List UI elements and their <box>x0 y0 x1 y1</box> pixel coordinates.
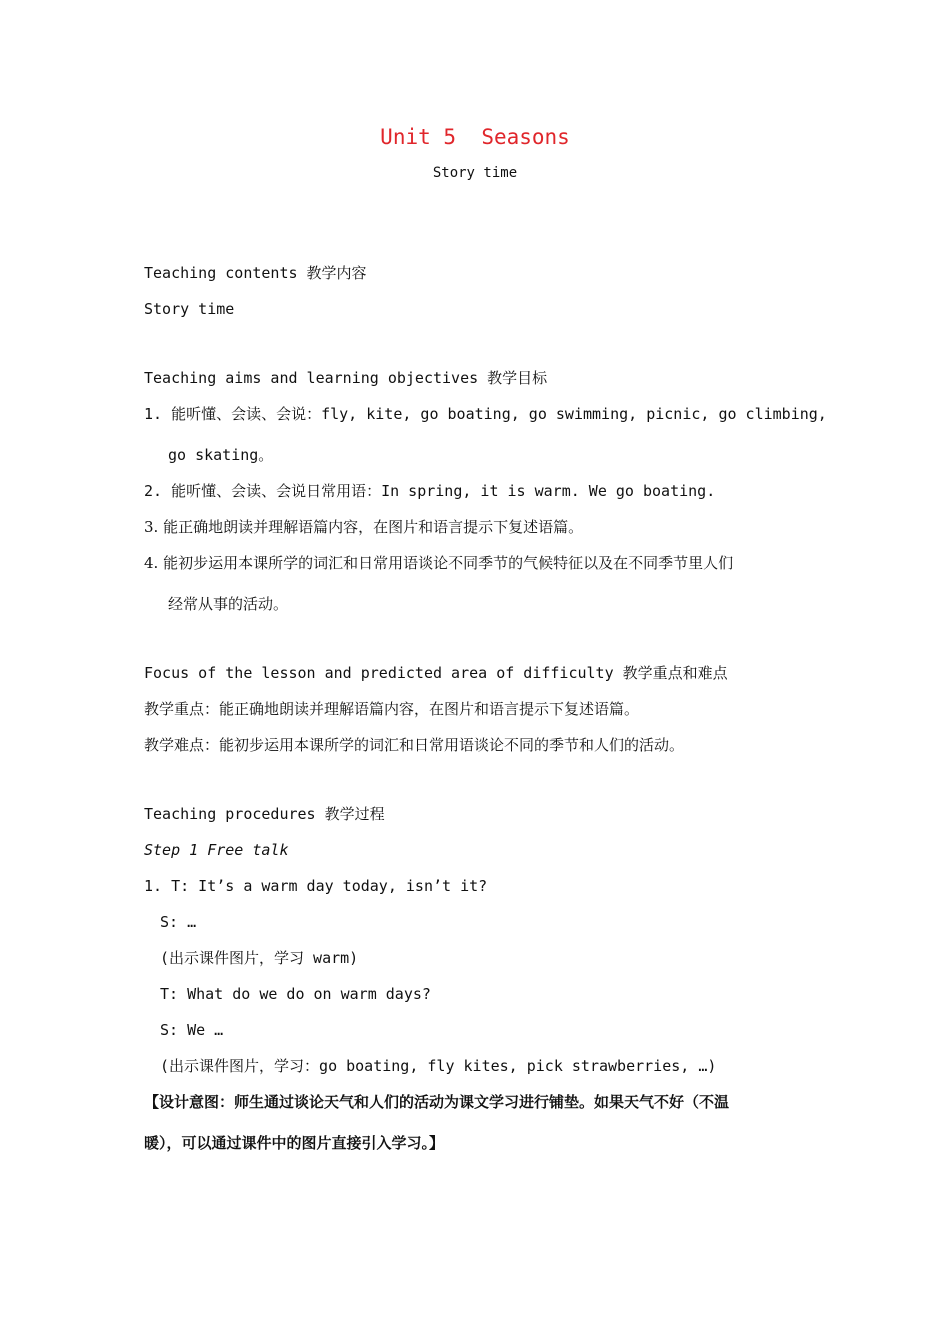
design-note-line-1: 【设计意图：师生通过谈论天气和人们的活动为课文学习进行铺垫。如果天气不好（不温 <box>144 1093 730 1111</box>
focus-difficulty: 教学难点：能初步运用本课所学的词汇和日常用语谈论不同的季节和人们的活动。 <box>144 736 685 754</box>
procedures-heading: Teaching procedures 教学过程 <box>144 805 385 823</box>
step-1-heading: Step 1 Free talk <box>144 841 289 859</box>
aims-item-4-line-1: 4. 能初步运用本课所学的词汇和日常用语谈论不同季节的气候特征以及在不同季节里人们 <box>144 554 734 572</box>
aims-item-2: 2. 能听懂、会读、会说日常用语：In spring, it is warm. We go boating. <box>144 482 716 500</box>
dialogue-line-5: S: We … <box>160 1021 224 1039</box>
dialogue-line-6: (出示课件图片，学习：go boating, fly kites, pick strawberries, …) <box>160 1057 717 1075</box>
design-note-line-2: 暖），可以通过课件中的图片直接引入学习。】 <box>144 1134 445 1152</box>
dialogue-line-4: T: What do we do on warm days? <box>160 985 431 1003</box>
page-title: Unit 5 Seasons <box>380 125 570 149</box>
aims-item-3: 3. 能正确地朗读并理解语篇内容，在图片和语言提示下复述语篇。 <box>144 518 584 536</box>
contents-heading: Teaching contents 教学内容 <box>144 264 367 282</box>
focus-heading: Focus of the lesson and predicted area of difficulty 教学重点和难点 <box>144 664 728 682</box>
contents-value: Story time <box>144 300 235 318</box>
aims-heading: Teaching aims and learning objectives 教学目标 <box>144 369 548 387</box>
aims-item-1-line-1: 1. 能听懂、会读、会说：fly, kite, go boating, go swimming, picnic, go climbing, <box>144 405 827 423</box>
aims-item-1-line-2: go skating。 <box>168 446 274 464</box>
dialogue-line-1: 1. T: It’s a warm day today, isn’t it? <box>144 877 488 895</box>
aims-item-4-line-2: 经常从事的活动。 <box>168 595 289 613</box>
dialogue-line-3: (出示课件图片，学习 warm) <box>160 949 359 967</box>
page-subtitle: Story time <box>432 165 518 181</box>
dialogue-line-2: S: … <box>160 913 197 931</box>
focus-key-point: 教学重点：能正确地朗读并理解语篇内容，在图片和语言提示下复述语篇。 <box>144 700 640 718</box>
